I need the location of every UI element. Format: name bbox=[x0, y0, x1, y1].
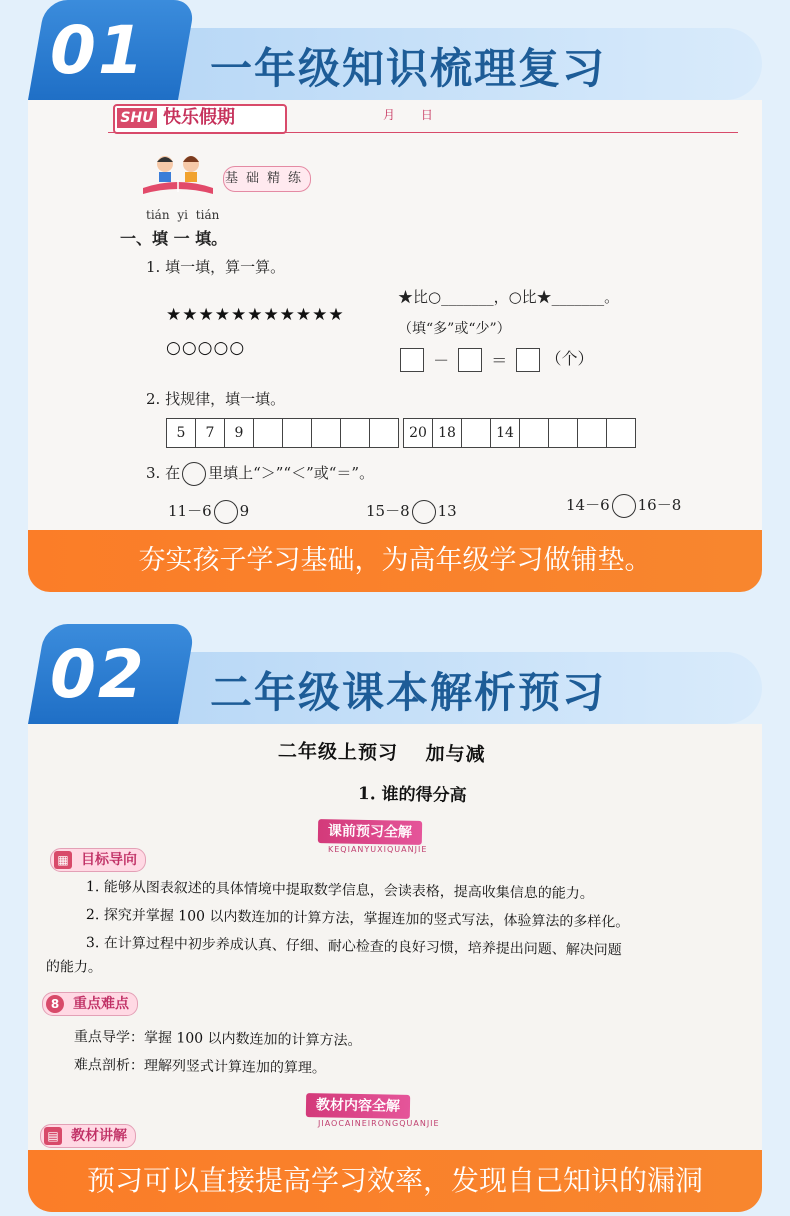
goal-1: 1. 能够从图表叙述的具体情境中提取数学信息，会读表格，提高收集信息的能力。 bbox=[85, 879, 594, 903]
compare-item-3 bbox=[566, 494, 681, 518]
brand-shu: SHU bbox=[117, 108, 157, 128]
compare-item-1 bbox=[168, 500, 249, 524]
sequence-cell[interactable] bbox=[341, 419, 370, 447]
goal-3: 3. 在计算过程中初步养成认真、仔细、耐心检查的良好习惯，培养提出问题、解决问题 bbox=[85, 935, 622, 959]
sequence-cell[interactable] bbox=[520, 419, 549, 447]
compare-left: 14－6 bbox=[566, 496, 610, 514]
sequence-cell[interactable]: 9 bbox=[225, 419, 254, 447]
difficult-point: 难点剖析：理解列竖式计算连加的算理。 bbox=[73, 1057, 327, 1077]
answer-box[interactable] bbox=[516, 348, 540, 372]
sequence-cell[interactable] bbox=[462, 419, 491, 447]
basic-practice-badge: 基础精练 bbox=[223, 166, 311, 192]
sequence-cell[interactable]: 5 bbox=[167, 419, 196, 447]
compare-left: 15－8 bbox=[366, 502, 410, 520]
section-1-number: 01 bbox=[50, 12, 146, 89]
sequence-cell[interactable]: 14 bbox=[491, 419, 520, 447]
circles-row: ○○○○○ bbox=[166, 338, 246, 358]
goal-2: 2. 探究并掌握 100 以内数连加的计算方法，掌握连加的竖式写法，体验算法的多样化。 bbox=[85, 907, 630, 931]
lesson-title: 1. 谁的得分高 bbox=[357, 784, 467, 806]
kids-reading-icon bbox=[133, 148, 223, 198]
sequence-cell[interactable]: 20 bbox=[404, 419, 433, 447]
sequence-cell[interactable] bbox=[549, 419, 578, 447]
compare-right: 9 bbox=[239, 502, 250, 520]
section-1 bbox=[0, 0, 790, 600]
textbook-ribbon: 教材内容全解 bbox=[306, 1093, 410, 1119]
key-point: 重点导学：掌握 100 以内数连加的计算方法。 bbox=[73, 1029, 362, 1050]
question-3-prefix: 3. 在 bbox=[146, 464, 181, 482]
question-3 bbox=[146, 462, 374, 486]
number-8-icon: 8 bbox=[46, 995, 64, 1013]
question-1: 1. 填一填，算一算。 bbox=[146, 258, 286, 276]
compare-item-2 bbox=[366, 500, 457, 524]
question-3-text: 里填上“＞”“＜”或“＝”。 bbox=[208, 464, 375, 482]
compare-left: 11－6 bbox=[168, 502, 212, 520]
section-2 bbox=[0, 624, 790, 1216]
circle-blank-icon bbox=[182, 462, 206, 486]
sequence-cell[interactable] bbox=[607, 419, 635, 447]
brand-logo bbox=[113, 104, 287, 134]
sequence-cell[interactable]: 18 bbox=[433, 419, 462, 447]
date-field: 月 日 bbox=[383, 108, 433, 122]
brand-name: 快乐假期 bbox=[163, 107, 235, 128]
grid-icon: ▦ bbox=[54, 851, 72, 869]
sequence-grid-1 bbox=[166, 418, 399, 448]
textbook-tag bbox=[40, 1124, 136, 1148]
book-title: 二年级上预习 加与减 bbox=[277, 740, 486, 766]
textbook-ribbon-pinyin: JIAOCAINEIRONGQUANJIE bbox=[318, 1119, 440, 1128]
sequence-cell[interactable] bbox=[254, 419, 283, 447]
compare-answer-circle[interactable] bbox=[412, 500, 436, 524]
minus-sign: － bbox=[433, 351, 450, 370]
preview-ribbon: 课前预习全解 bbox=[318, 819, 422, 845]
stars-row: ★★★★★★★★★★★ bbox=[166, 305, 345, 325]
sequence-grid-2 bbox=[403, 418, 636, 448]
sequence-cell[interactable] bbox=[283, 419, 312, 447]
equals-sign: ＝ bbox=[491, 351, 508, 370]
compare-line: ★比○_______，○比★_______。 bbox=[398, 288, 620, 306]
fill-hint: （填“多”或“少”） bbox=[398, 321, 511, 337]
section-2-number: 02 bbox=[50, 636, 146, 713]
equation-row bbox=[400, 346, 593, 372]
key-points-tag-label: 重点难点 bbox=[73, 996, 129, 1012]
textbook-tag-label: 教材讲解 bbox=[71, 1128, 127, 1144]
section-2-caption: 预习可以直接提高学习效率，发现自己知识的漏洞 bbox=[28, 1150, 762, 1212]
key-points-tag bbox=[42, 992, 138, 1016]
goal-tag bbox=[50, 848, 146, 872]
book-icon: ▤ bbox=[44, 1127, 62, 1145]
goal-tag-label: 目标导向 bbox=[81, 852, 137, 868]
question-2: 2. 找规律，填一填。 bbox=[146, 390, 286, 408]
section-heading: 一、填 一 填。 bbox=[120, 229, 228, 248]
answer-box[interactable] bbox=[458, 348, 482, 372]
answer-box[interactable] bbox=[400, 348, 424, 372]
section-2-title: 二年级课本解析预习 bbox=[210, 668, 607, 717]
unit-label: （个） bbox=[545, 349, 594, 368]
worksheet-2-photo bbox=[28, 724, 762, 1150]
compare-right: 16－8 bbox=[637, 496, 682, 514]
sequence-cell[interactable] bbox=[312, 419, 341, 447]
compare-answer-circle[interactable] bbox=[612, 494, 636, 518]
sequence-cell[interactable]: 7 bbox=[196, 419, 225, 447]
goal-3-continued: 的能力。 bbox=[45, 959, 103, 976]
section-1-title: 一年级知识梳理复习 bbox=[210, 44, 607, 93]
compare-answer-circle[interactable] bbox=[214, 500, 238, 524]
sequence-cell[interactable] bbox=[370, 419, 398, 447]
worksheet-1-photo bbox=[28, 100, 762, 530]
section-1-caption: 夯实孩子学习基础，为高年级学习做铺垫。 bbox=[28, 530, 762, 592]
compare-right: 13 bbox=[437, 502, 457, 520]
pinyin-line: tián yi tián bbox=[146, 208, 220, 222]
preview-ribbon-pinyin: KEQIANYUXIQUANJIE bbox=[328, 845, 428, 854]
sequence-cell[interactable] bbox=[578, 419, 607, 447]
